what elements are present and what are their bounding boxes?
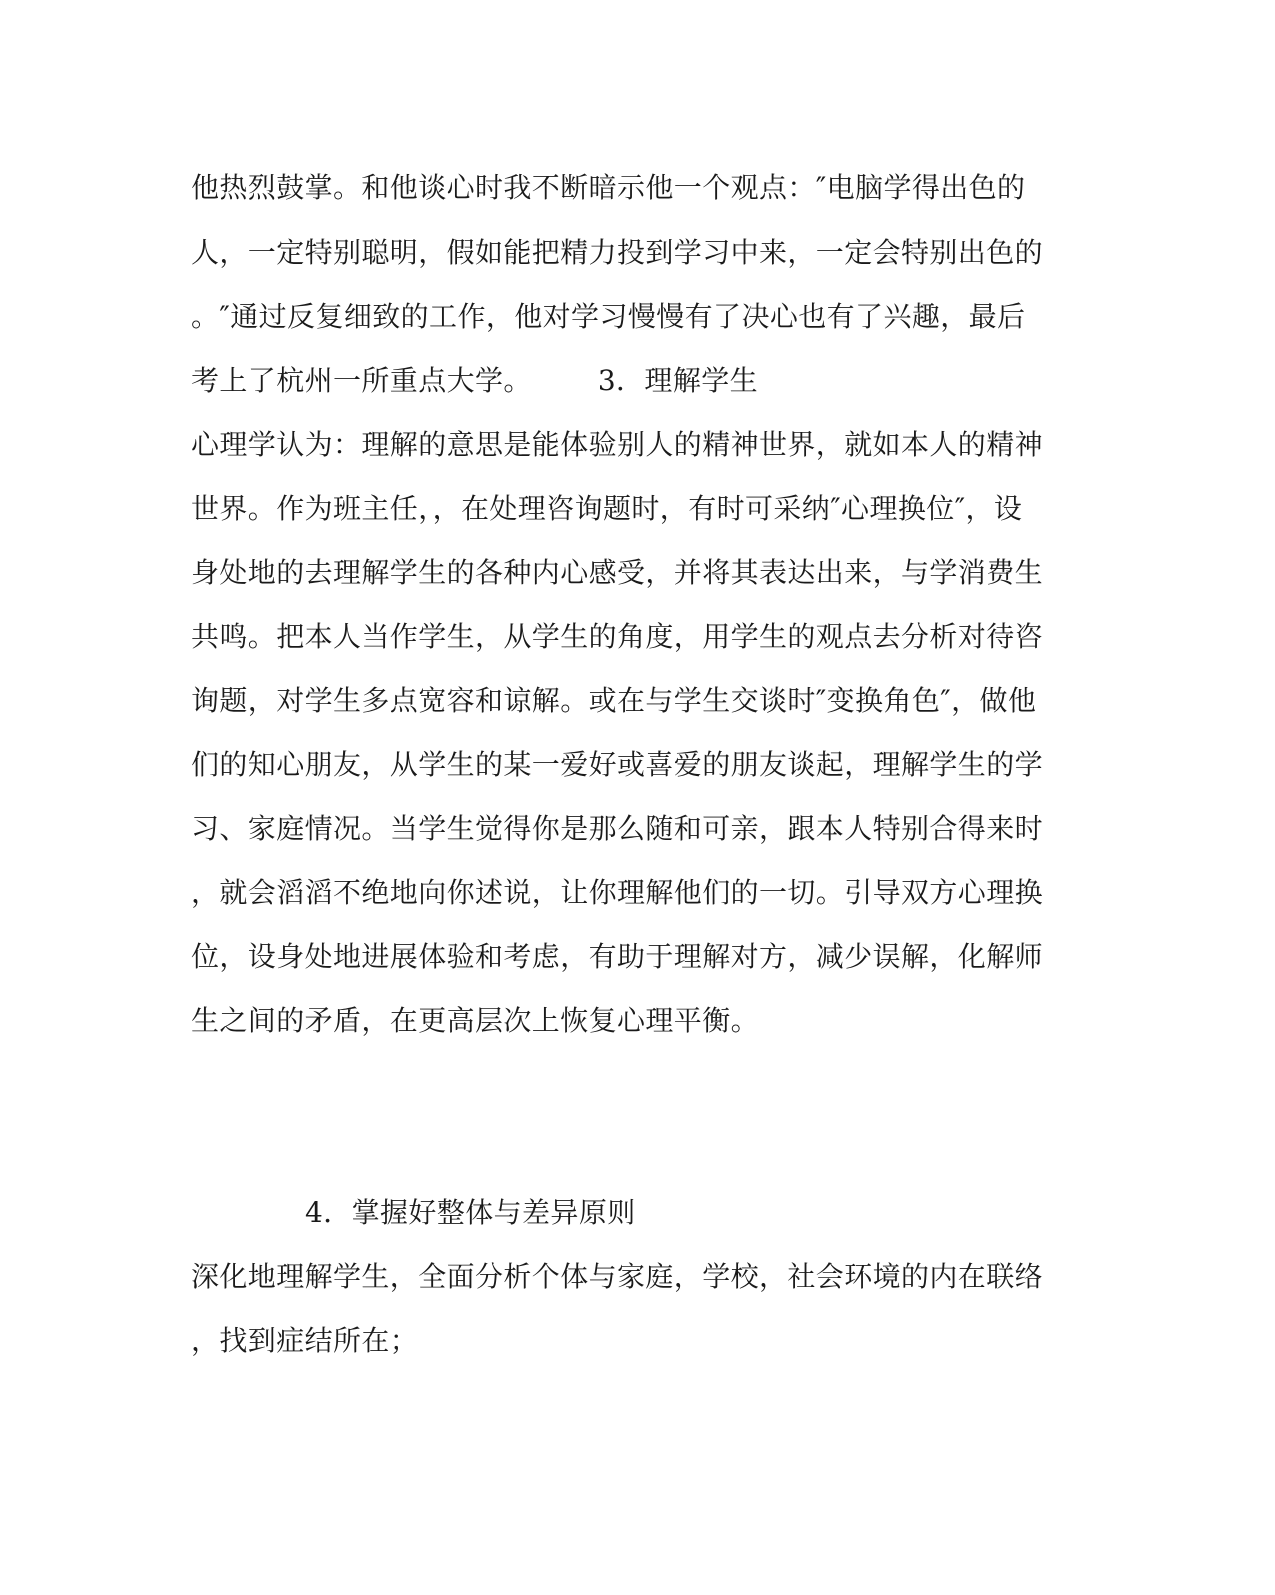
- text-line: 共鸣。把本人当作学生，从学生的角度，用学生的观点去分析对待咨: [191, 620, 1044, 653]
- text-line: 世界。作为班主任，，在处理咨询题时，有时可采纳″心理换位″，设: [191, 492, 1023, 525]
- text-line: 们的知心朋友，从学生的某一爱好或喜爱的朋友谈起，理解学生的学: [191, 748, 1044, 781]
- section-heading-3: 3．理解学生: [597, 364, 759, 397]
- text-line: ，找到症结所在；: [191, 1324, 419, 1357]
- text-line: 询题，对学生多点宽容和谅解。或在与学生交谈时″变换角色″，做他: [191, 684, 1037, 717]
- text-line: 心理学认为：理解的意思是能体验别人的精神世界，就如本人的精神: [191, 428, 1044, 461]
- text-line: 深化地理解学生，全面分析个体与家庭，学校，社会环境的内在联络: [191, 1260, 1044, 1293]
- text-line: 人，一定特别聪明，假如能把精力投到学习中来，一定会特别出色的: [191, 236, 1044, 269]
- text-line: 他热烈鼓掌。和他谈心时我不断暗示他一个观点：″电脑学得出色的: [191, 171, 1026, 204]
- text-line: 身处地的去理解学生的各种内心感受，并将其表达出来，与学消费生: [191, 556, 1044, 589]
- text-line: 习、家庭情况。当学生觉得你是那么随和可亲，跟本人特别合得来时: [191, 812, 1044, 845]
- text-line: ，就会滔滔不绝地向你述说，让你理解他们的一切。引导双方心理换: [191, 876, 1044, 909]
- text-line: 考上了杭州一所重点大学。: [191, 364, 532, 397]
- text-line: 。″通过反复细致的工作，他对学习慢慢有了决心也有了兴趣，最后: [191, 300, 1026, 333]
- text-line: 位，设身处地进展体验和考虑，有助于理解对方，减少误解，化解师: [191, 940, 1044, 973]
- section-heading-4: 4．掌握好整体与差异原则: [305, 1196, 636, 1229]
- text-line-with-heading: [191, 361, 1061, 401]
- text-line: 生之间的矛盾，在更高层次上恢复心理平衡。: [191, 1004, 760, 1037]
